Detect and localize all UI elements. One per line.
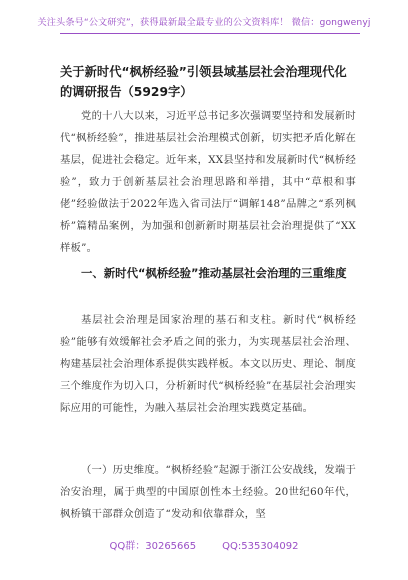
footer-qq-group: QQ群：30265665 xyxy=(109,541,197,552)
body-paragraph-history: （一）历史维度。“枫桥经验”起源于浙江公安战线，发端于治安治理，属于典型的中国原创性本土经验。20世纪60年代，枫桥镇干部群众创造了“发动和依靠群众，坚 xyxy=(60,464,356,520)
header-banner: 关注头条号“公文研究”，获得最新最全最专业的公文资料库！ 微信：gongwenyj xyxy=(37,17,371,28)
body-paragraph-intro: 党的十八大以来，习近平总书记多次强调要坚持和发展新时代“枫桥经验”，推进基层社会治理模式创新，切实把矛盾化解在基层，促进社会稳定。近年来，XX县坚持和发展新时代“枫桥经验”，致力于创新基层社会治理思路和举措，其中“草根和事佬”经验做法于2022年选入省司法厅“调解148”品牌之“系列枫桥”篇精品案例，为加强和创新新时期基层社会治理提供了“XX样板”。 xyxy=(60,110,356,254)
header-divider xyxy=(60,33,360,34)
section-heading: 一、新时代“枫桥经验”推动基层社会治理的三重维度 xyxy=(81,266,347,280)
footer-qq: QQ:535304092 xyxy=(222,541,299,552)
footer-contact xyxy=(0,537,408,552)
document-title: 关于新时代“枫桥经验”引领县域基层社会治理现代化的调研报告（5929字） xyxy=(60,65,347,99)
body-paragraph-overview: 基层社会治理是国家治理的基石和支柱。新时代“枫桥经验”能够有效缓解社会矛盾之间的张力，为实现基层社会治理、构建基层社会治理体系提供实践样板。本文以历史、理论、制度三个维度作为切入口，分析新时代“枫桥经验”在基层社会治理实际应用的可能性，为融入基层社会治理实践奠定基础。 xyxy=(60,314,356,414)
